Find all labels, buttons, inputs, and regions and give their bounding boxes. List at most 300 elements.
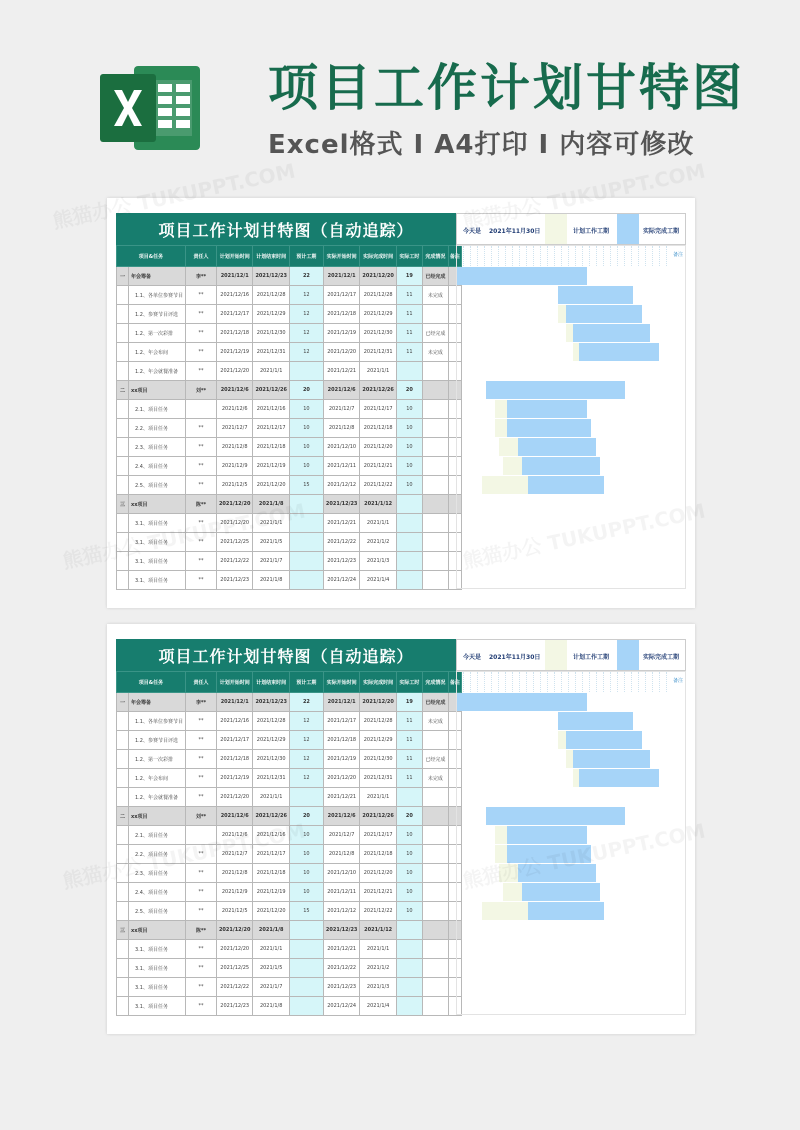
cell-plan-days[interactable]: 10 [289, 826, 323, 845]
cell-plan-end[interactable]: 2021/1/7 [253, 552, 289, 571]
cell-act-end[interactable]: 2021/1/4 [360, 997, 396, 1016]
cell-status[interactable] [422, 305, 448, 324]
cell-task[interactable]: 2.2、项目任务 [129, 845, 186, 864]
cell-plan-end[interactable]: 2021/12/17 [253, 845, 289, 864]
cell-owner[interactable]: ** [185, 552, 216, 571]
cell-no[interactable]: 三 [117, 921, 129, 940]
cell-act-start[interactable]: 2021/12/23 [323, 921, 359, 940]
cell-task[interactable]: 2.3、项目任务 [129, 864, 186, 883]
cell-owner[interactable]: ** [185, 324, 216, 343]
cell-act-end[interactable]: 2021/12/28 [360, 712, 396, 731]
cell-act-start[interactable]: 2021/12/6 [323, 807, 359, 826]
cell-owner[interactable]: ** [185, 902, 216, 921]
cell-plan-days[interactable]: 12 [289, 769, 323, 788]
cell-act-days[interactable] [396, 997, 422, 1016]
cell-plan-start[interactable]: 2021/12/16 [216, 286, 252, 305]
cell-plan-days[interactable] [289, 571, 323, 590]
cell-no[interactable]: 二 [117, 807, 129, 826]
cell-act-end[interactable]: 2021/1/1 [360, 514, 396, 533]
cell-status[interactable] [422, 788, 448, 807]
cell-act-start[interactable]: 2021/12/22 [323, 959, 359, 978]
cell-act-end[interactable]: 2021/12/26 [360, 381, 396, 400]
cell-act-days[interactable] [396, 959, 422, 978]
cell-owner[interactable]: ** [185, 712, 216, 731]
cell-plan-start[interactable]: 2021/12/7 [216, 845, 252, 864]
cell-owner[interactable]: 刘** [185, 381, 216, 400]
cell-plan-end[interactable]: 2021/12/31 [253, 769, 289, 788]
cell-no[interactable] [117, 997, 129, 1016]
cell-plan-days[interactable]: 12 [289, 343, 323, 362]
cell-plan-days[interactable] [289, 552, 323, 571]
cell-act-start[interactable]: 2021/12/23 [323, 978, 359, 997]
cell-plan-start[interactable]: 2021/12/9 [216, 883, 252, 902]
cell-act-days[interactable]: 11 [396, 712, 422, 731]
cell-plan-start[interactable]: 2021/12/5 [216, 476, 252, 495]
cell-act-days[interactable]: 10 [396, 826, 422, 845]
cell-act-days[interactable]: 10 [396, 476, 422, 495]
cell-owner[interactable]: 陈** [185, 495, 216, 514]
cell-no[interactable] [117, 476, 129, 495]
cell-no[interactable] [117, 826, 129, 845]
cell-no[interactable] [117, 438, 129, 457]
cell-act-start[interactable]: 2021/12/21 [323, 362, 359, 381]
cell-plan-start[interactable]: 2021/12/22 [216, 552, 252, 571]
cell-status[interactable]: 已经完成 [422, 693, 448, 712]
cell-plan-start[interactable]: 2021/12/6 [216, 381, 252, 400]
cell-no[interactable] [117, 788, 129, 807]
cell-act-days[interactable]: 11 [396, 731, 422, 750]
cell-owner[interactable]: 李** [185, 693, 216, 712]
cell-act-end[interactable]: 2021/1/1 [360, 788, 396, 807]
cell-task[interactable]: 年会筹备 [129, 267, 186, 286]
cell-plan-end[interactable]: 2021/12/16 [253, 826, 289, 845]
cell-plan-end[interactable]: 2021/12/19 [253, 457, 289, 476]
cell-owner[interactable]: ** [185, 533, 216, 552]
cell-owner[interactable]: ** [185, 286, 216, 305]
cell-status[interactable]: 未完成 [422, 286, 448, 305]
cell-act-days[interactable]: 10 [396, 864, 422, 883]
cell-plan-days[interactable]: 15 [289, 476, 323, 495]
cell-act-start[interactable]: 2021/12/22 [323, 533, 359, 552]
cell-act-days[interactable]: 11 [396, 769, 422, 788]
cell-plan-end[interactable]: 2021/1/7 [253, 978, 289, 997]
cell-plan-start[interactable]: 2021/12/5 [216, 902, 252, 921]
cell-plan-start[interactable]: 2021/12/16 [216, 712, 252, 731]
cell-act-end[interactable]: 2021/12/29 [360, 731, 396, 750]
cell-plan-days[interactable]: 10 [289, 845, 323, 864]
cell-act-start[interactable]: 2021/12/19 [323, 324, 359, 343]
cell-act-end[interactable]: 2021/12/20 [360, 693, 396, 712]
cell-act-start[interactable]: 2021/12/12 [323, 902, 359, 921]
cell-no[interactable] [117, 883, 129, 902]
cell-plan-start[interactable]: 2021/12/6 [216, 807, 252, 826]
cell-task[interactable]: 1.2、第一次彩排 [129, 750, 186, 769]
cell-plan-end[interactable]: 2021/12/31 [253, 343, 289, 362]
cell-status[interactable] [422, 864, 448, 883]
cell-no[interactable] [117, 902, 129, 921]
cell-plan-end[interactable]: 2021/12/23 [253, 267, 289, 286]
cell-owner[interactable]: ** [185, 940, 216, 959]
cell-task[interactable]: 3.1、项目任务 [129, 959, 186, 978]
cell-act-days[interactable]: 10 [396, 457, 422, 476]
cell-no[interactable] [117, 533, 129, 552]
cell-plan-start[interactable]: 2021/12/6 [216, 826, 252, 845]
cell-plan-end[interactable]: 2021/1/1 [253, 514, 289, 533]
cell-owner[interactable]: ** [185, 978, 216, 997]
cell-plan-end[interactable]: 2021/1/1 [253, 940, 289, 959]
cell-task[interactable]: 3.1、项目任务 [129, 571, 186, 590]
cell-plan-end[interactable]: 2021/12/19 [253, 883, 289, 902]
cell-act-days[interactable] [396, 940, 422, 959]
cell-act-days[interactable] [396, 514, 422, 533]
cell-no[interactable] [117, 712, 129, 731]
cell-plan-start[interactable]: 2021/12/23 [216, 571, 252, 590]
cell-owner[interactable]: ** [185, 343, 216, 362]
cell-plan-days[interactable] [289, 959, 323, 978]
cell-act-start[interactable]: 2021/12/17 [323, 712, 359, 731]
cell-act-end[interactable]: 2021/12/28 [360, 286, 396, 305]
cell-owner[interactable]: ** [185, 419, 216, 438]
cell-act-days[interactable]: 10 [396, 845, 422, 864]
cell-plan-days[interactable]: 20 [289, 807, 323, 826]
cell-plan-days[interactable]: 12 [289, 305, 323, 324]
cell-act-start[interactable]: 2021/12/23 [323, 552, 359, 571]
cell-act-end[interactable]: 2021/12/31 [360, 343, 396, 362]
cell-plan-end[interactable]: 2021/12/30 [253, 750, 289, 769]
cell-act-days[interactable]: 20 [396, 807, 422, 826]
cell-act-start[interactable]: 2021/12/7 [323, 826, 359, 845]
cell-act-days[interactable] [396, 362, 422, 381]
cell-plan-start[interactable]: 2021/12/1 [216, 267, 252, 286]
cell-act-days[interactable]: 20 [396, 381, 422, 400]
cell-act-days[interactable]: 10 [396, 419, 422, 438]
cell-task[interactable]: 1.2、参赛节目评选 [129, 305, 186, 324]
cell-no[interactable]: 一 [117, 693, 129, 712]
cell-act-end[interactable]: 2021/12/17 [360, 826, 396, 845]
cell-task[interactable]: 2.4、项目任务 [129, 457, 186, 476]
cell-act-start[interactable]: 2021/12/18 [323, 731, 359, 750]
cell-status[interactable]: 未完成 [422, 769, 448, 788]
cell-plan-start[interactable]: 2021/12/8 [216, 864, 252, 883]
cell-no[interactable] [117, 419, 129, 438]
cell-act-days[interactable]: 10 [396, 400, 422, 419]
cell-task[interactable]: 2.1、项目任务 [129, 826, 186, 845]
cell-task[interactable]: 年会筹备 [129, 693, 186, 712]
cell-no[interactable] [117, 864, 129, 883]
cell-act-end[interactable]: 2021/12/18 [360, 419, 396, 438]
cell-act-end[interactable]: 2021/1/2 [360, 959, 396, 978]
cell-act-end[interactable]: 2021/12/20 [360, 864, 396, 883]
cell-no[interactable] [117, 400, 129, 419]
cell-act-start[interactable]: 2021/12/7 [323, 400, 359, 419]
cell-status[interactable] [422, 533, 448, 552]
cell-plan-end[interactable]: 2021/12/17 [253, 419, 289, 438]
cell-act-start[interactable]: 2021/12/20 [323, 343, 359, 362]
cell-no[interactable] [117, 324, 129, 343]
cell-task[interactable]: 2.4、项目任务 [129, 883, 186, 902]
cell-act-end[interactable]: 2021/1/12 [360, 495, 396, 514]
cell-task[interactable]: 1.2、参赛节目评选 [129, 731, 186, 750]
cell-act-days[interactable]: 10 [396, 883, 422, 902]
cell-no[interactable] [117, 343, 129, 362]
cell-plan-days[interactable]: 12 [289, 731, 323, 750]
cell-plan-days[interactable]: 12 [289, 750, 323, 769]
cell-plan-days[interactable]: 12 [289, 286, 323, 305]
cell-task[interactable]: 1.1、各单位参赛节目 [129, 286, 186, 305]
cell-owner[interactable]: ** [185, 864, 216, 883]
cell-plan-days[interactable]: 10 [289, 400, 323, 419]
cell-plan-days[interactable] [289, 940, 323, 959]
cell-plan-days[interactable] [289, 997, 323, 1016]
cell-status[interactable] [422, 978, 448, 997]
cell-plan-days[interactable] [289, 978, 323, 997]
cell-task[interactable]: xx项目 [129, 495, 186, 514]
cell-plan-start[interactable]: 2021/12/9 [216, 457, 252, 476]
cell-status[interactable] [422, 902, 448, 921]
cell-plan-days[interactable] [289, 921, 323, 940]
cell-status[interactable] [422, 514, 448, 533]
cell-plan-start[interactable]: 2021/12/20 [216, 940, 252, 959]
cell-no[interactable] [117, 362, 129, 381]
cell-plan-days[interactable] [289, 514, 323, 533]
cell-task[interactable]: 2.3、项目任务 [129, 438, 186, 457]
cell-task[interactable]: xx项目 [129, 381, 186, 400]
cell-status[interactable] [422, 940, 448, 959]
cell-act-days[interactable] [396, 571, 422, 590]
cell-act-days[interactable] [396, 921, 422, 940]
cell-owner[interactable]: ** [185, 731, 216, 750]
cell-plan-end[interactable]: 2021/12/18 [253, 438, 289, 457]
cell-no[interactable] [117, 305, 129, 324]
cell-act-end[interactable]: 2021/12/26 [360, 807, 396, 826]
cell-plan-end[interactable]: 2021/12/18 [253, 864, 289, 883]
cell-act-days[interactable]: 19 [396, 267, 422, 286]
cell-plan-start[interactable]: 2021/12/7 [216, 419, 252, 438]
cell-owner[interactable]: ** [185, 305, 216, 324]
cell-status[interactable] [422, 495, 448, 514]
cell-owner[interactable]: ** [185, 959, 216, 978]
cell-no[interactable] [117, 940, 129, 959]
cell-task[interactable]: 2.2、项目任务 [129, 419, 186, 438]
cell-plan-start[interactable]: 2021/12/25 [216, 959, 252, 978]
cell-task[interactable]: 1.2、年会就餐准备 [129, 362, 186, 381]
cell-task[interactable]: 3.1、项目任务 [129, 997, 186, 1016]
cell-task[interactable]: 2.5、项目任务 [129, 902, 186, 921]
cell-act-end[interactable]: 2021/1/1 [360, 940, 396, 959]
cell-plan-end[interactable]: 2021/1/1 [253, 362, 289, 381]
cell-owner[interactable]: ** [185, 997, 216, 1016]
cell-act-days[interactable]: 11 [396, 286, 422, 305]
cell-no[interactable] [117, 731, 129, 750]
cell-plan-start[interactable]: 2021/12/1 [216, 693, 252, 712]
cell-plan-days[interactable]: 10 [289, 438, 323, 457]
cell-act-start[interactable]: 2021/12/17 [323, 286, 359, 305]
cell-act-days[interactable]: 10 [396, 438, 422, 457]
cell-plan-end[interactable]: 2021/12/23 [253, 693, 289, 712]
cell-act-start[interactable]: 2021/12/11 [323, 457, 359, 476]
cell-status[interactable] [422, 883, 448, 902]
cell-plan-start[interactable]: 2021/12/19 [216, 343, 252, 362]
cell-plan-end[interactable]: 2021/12/28 [253, 286, 289, 305]
cell-plan-end[interactable]: 2021/12/20 [253, 476, 289, 495]
cell-plan-end[interactable]: 2021/12/30 [253, 324, 289, 343]
cell-status[interactable] [422, 997, 448, 1016]
cell-plan-end[interactable]: 2021/12/28 [253, 712, 289, 731]
cell-plan-end[interactable]: 2021/1/5 [253, 959, 289, 978]
cell-no[interactable] [117, 552, 129, 571]
cell-status[interactable] [422, 959, 448, 978]
cell-owner[interactable]: ** [185, 750, 216, 769]
cell-plan-end[interactable]: 2021/12/26 [253, 807, 289, 826]
cell-act-start[interactable]: 2021/12/8 [323, 845, 359, 864]
cell-owner[interactable] [185, 826, 216, 845]
cell-task[interactable]: 1.2、年会就餐准备 [129, 788, 186, 807]
cell-status[interactable]: 已经完成 [422, 267, 448, 286]
cell-status[interactable] [422, 438, 448, 457]
cell-owner[interactable]: ** [185, 883, 216, 902]
cell-plan-end[interactable]: 2021/12/20 [253, 902, 289, 921]
cell-plan-start[interactable]: 2021/12/23 [216, 997, 252, 1016]
cell-status[interactable] [422, 381, 448, 400]
cell-plan-days[interactable] [289, 788, 323, 807]
cell-owner[interactable]: 刘** [185, 807, 216, 826]
cell-status[interactable]: 未完成 [422, 712, 448, 731]
cell-plan-start[interactable]: 2021/12/19 [216, 769, 252, 788]
cell-status[interactable] [422, 921, 448, 940]
cell-no[interactable] [117, 769, 129, 788]
cell-plan-start[interactable]: 2021/12/18 [216, 750, 252, 769]
cell-task[interactable]: 3.1、项目任务 [129, 514, 186, 533]
cell-owner[interactable]: ** [185, 457, 216, 476]
cell-act-start[interactable]: 2021/12/1 [323, 693, 359, 712]
cell-act-end[interactable]: 2021/12/20 [360, 438, 396, 457]
cell-plan-end[interactable]: 2021/12/29 [253, 305, 289, 324]
cell-status[interactable]: 未完成 [422, 343, 448, 362]
cell-act-days[interactable] [396, 533, 422, 552]
cell-act-start[interactable]: 2021/12/6 [323, 381, 359, 400]
cell-plan-end[interactable]: 2021/1/5 [253, 533, 289, 552]
cell-no[interactable] [117, 457, 129, 476]
cell-owner[interactable]: ** [185, 571, 216, 590]
cell-plan-days[interactable]: 22 [289, 267, 323, 286]
cell-task[interactable]: 3.1、项目任务 [129, 552, 186, 571]
cell-owner[interactable]: 陈** [185, 921, 216, 940]
cell-task[interactable]: 3.1、项目任务 [129, 940, 186, 959]
cell-plan-end[interactable]: 2021/1/8 [253, 495, 289, 514]
cell-plan-start[interactable]: 2021/12/22 [216, 978, 252, 997]
cell-plan-days[interactable] [289, 495, 323, 514]
cell-act-end[interactable]: 2021/12/21 [360, 883, 396, 902]
cell-task[interactable]: 2.5、项目任务 [129, 476, 186, 495]
cell-plan-end[interactable]: 2021/1/8 [253, 571, 289, 590]
cell-owner[interactable]: ** [185, 788, 216, 807]
cell-plan-start[interactable]: 2021/12/8 [216, 438, 252, 457]
cell-act-end[interactable]: 2021/1/4 [360, 571, 396, 590]
cell-status[interactable] [422, 362, 448, 381]
cell-plan-start[interactable]: 2021/12/20 [216, 788, 252, 807]
cell-task[interactable]: 1.1、各单位参赛节目 [129, 712, 186, 731]
cell-plan-days[interactable]: 10 [289, 864, 323, 883]
cell-act-days[interactable]: 19 [396, 693, 422, 712]
cell-act-days[interactable]: 11 [396, 324, 422, 343]
cell-status[interactable]: 已经完成 [422, 324, 448, 343]
cell-plan-start[interactable]: 2021/12/20 [216, 514, 252, 533]
cell-act-start[interactable]: 2021/12/18 [323, 305, 359, 324]
cell-act-start[interactable]: 2021/12/21 [323, 940, 359, 959]
cell-plan-end[interactable]: 2021/12/16 [253, 400, 289, 419]
cell-plan-start[interactable]: 2021/12/20 [216, 495, 252, 514]
cell-act-start[interactable]: 2021/12/24 [323, 997, 359, 1016]
cell-act-start[interactable]: 2021/12/23 [323, 495, 359, 514]
cell-no[interactable] [117, 750, 129, 769]
cell-act-end[interactable]: 2021/12/30 [360, 324, 396, 343]
cell-plan-days[interactable]: 10 [289, 457, 323, 476]
cell-act-start[interactable]: 2021/12/11 [323, 883, 359, 902]
cell-task[interactable]: xx项目 [129, 807, 186, 826]
cell-status[interactable] [422, 571, 448, 590]
cell-act-start[interactable]: 2021/12/8 [323, 419, 359, 438]
cell-no[interactable]: 一 [117, 267, 129, 286]
cell-act-start[interactable]: 2021/12/12 [323, 476, 359, 495]
cell-task[interactable]: 2.1、项目任务 [129, 400, 186, 419]
cell-no[interactable] [117, 845, 129, 864]
cell-status[interactable] [422, 826, 448, 845]
cell-plan-days[interactable]: 22 [289, 693, 323, 712]
cell-plan-days[interactable]: 12 [289, 324, 323, 343]
cell-plan-end[interactable]: 2021/1/1 [253, 788, 289, 807]
cell-act-end[interactable]: 2021/12/21 [360, 457, 396, 476]
cell-no[interactable] [117, 514, 129, 533]
cell-plan-days[interactable]: 20 [289, 381, 323, 400]
cell-task[interactable]: 1.2、第一次彩排 [129, 324, 186, 343]
cell-act-end[interactable]: 2021/12/20 [360, 267, 396, 286]
cell-plan-end[interactable]: 2021/1/8 [253, 997, 289, 1016]
cell-plan-end[interactable]: 2021/1/8 [253, 921, 289, 940]
cell-act-end[interactable]: 2021/12/17 [360, 400, 396, 419]
cell-act-days[interactable]: 11 [396, 343, 422, 362]
cell-act-end[interactable]: 2021/12/18 [360, 845, 396, 864]
cell-no[interactable]: 二 [117, 381, 129, 400]
cell-act-days[interactable] [396, 495, 422, 514]
cell-act-end[interactable]: 2021/12/31 [360, 769, 396, 788]
cell-act-days[interactable] [396, 978, 422, 997]
cell-act-end[interactable]: 2021/12/30 [360, 750, 396, 769]
cell-plan-start[interactable]: 2021/12/17 [216, 305, 252, 324]
cell-owner[interactable]: ** [185, 514, 216, 533]
cell-act-start[interactable]: 2021/12/10 [323, 438, 359, 457]
cell-no[interactable]: 三 [117, 495, 129, 514]
cell-act-start[interactable]: 2021/12/19 [323, 750, 359, 769]
cell-act-end[interactable]: 2021/12/22 [360, 476, 396, 495]
cell-task[interactable]: xx项目 [129, 921, 186, 940]
cell-no[interactable] [117, 571, 129, 590]
cell-plan-start[interactable]: 2021/12/17 [216, 731, 252, 750]
cell-status[interactable] [422, 457, 448, 476]
cell-act-end[interactable]: 2021/1/2 [360, 533, 396, 552]
cell-owner[interactable]: ** [185, 438, 216, 457]
cell-status[interactable] [422, 400, 448, 419]
cell-plan-days[interactable]: 15 [289, 902, 323, 921]
cell-act-end[interactable]: 2021/1/3 [360, 552, 396, 571]
cell-act-days[interactable]: 11 [396, 305, 422, 324]
cell-plan-days[interactable] [289, 533, 323, 552]
cell-act-days[interactable] [396, 552, 422, 571]
cell-owner[interactable]: ** [185, 362, 216, 381]
cell-plan-end[interactable]: 2021/12/29 [253, 731, 289, 750]
cell-plan-days[interactable]: 10 [289, 419, 323, 438]
cell-plan-start[interactable]: 2021/12/20 [216, 362, 252, 381]
cell-task[interactable]: 1.2、年会布间 [129, 343, 186, 362]
